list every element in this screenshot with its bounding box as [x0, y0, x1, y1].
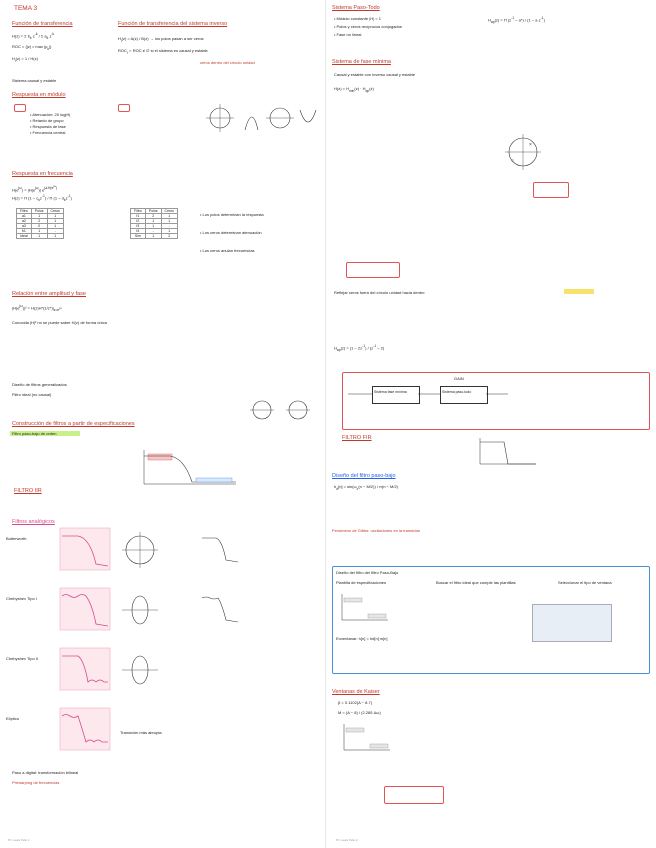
formula-line: Conocida |H|² no se puede saber H(z) de forma única	[12, 320, 107, 325]
formula-line: $ROC_i$ ∩ ROC ≠ ∅ si el sistema es causal y estable	[118, 48, 208, 55]
formula-line: M = (A − 8) / (2.285 Δω)	[338, 710, 381, 715]
formula-line: Transición más abrupta	[120, 730, 162, 735]
table-filters-b: Filtro Polos Ceros f1 2 1 f2 1 1 f3 1 - f4 - 1 Sim 1 2	[130, 208, 178, 239]
note-red: ceros dentro del círculo unidad	[200, 60, 255, 65]
formula-line: $|H(e^{j\omega})|^2 = H(z)H*(1/z*)|_{z=e^{j\omega}}$	[12, 304, 62, 313]
section-all-pass: Sistema Paso-Todo	[332, 5, 380, 11]
svg-text:×: ×	[529, 142, 532, 148]
section-kaiser: Ventanas de Kaiser	[332, 689, 380, 695]
section-iir: FILTRO IIR	[14, 488, 42, 494]
note-red: Prewarping de frecuencias	[12, 780, 60, 785]
spec-plot	[340, 592, 390, 622]
highlight-text: Filtro paso-bajo de orden	[12, 431, 57, 436]
bullet-list: • Retardo de grupo	[30, 118, 64, 123]
bullet-list: • Atenuación: 20 log|H|	[30, 112, 71, 117]
formula-line: ROC = $\{|z| > \max |p_k|\}$	[12, 44, 52, 51]
bullet-list: • Fase no lineal	[334, 32, 362, 37]
min-phase-block-label: Sistema fase mínima	[374, 390, 407, 394]
elliptic-plot	[60, 708, 110, 750]
step-3: Seleccionar el tipo de ventana	[558, 580, 612, 585]
step-2: Buscar el filtro ideal que cumple las plantillas	[436, 580, 516, 585]
bullet-list: • Los polos determinan la respuesta	[200, 212, 264, 217]
bullet-list: • Frecuencia central	[30, 130, 66, 135]
formula-line: Diseño de filtros generalizados	[12, 382, 67, 387]
spec-template-plot	[140, 448, 240, 488]
section-lowpass-design: Diseño del filtro paso-bajo	[332, 473, 396, 479]
cheb1-poles	[120, 590, 160, 630]
label-box	[14, 104, 26, 112]
page-footer: Pr. Laura Tello 2	[336, 838, 358, 842]
formula-line: Paso a digital: transformación bilineal	[12, 770, 79, 775]
butterworth-poles	[120, 530, 160, 570]
zero-pole-circle	[503, 132, 543, 172]
result-box	[533, 182, 569, 198]
formula-line: $H_i(z) = 1 / H(z)$	[12, 56, 38, 63]
section-min-phase: Sistema de fase mínima	[332, 59, 391, 65]
bullet-list: • Los ceros determinan atenuación	[200, 230, 262, 235]
svg-text:○: ○	[511, 158, 515, 164]
section-inverse-system: Función de transferencia del sistema inverso	[118, 21, 228, 27]
formula-line: $h_d[n] = \sin(\omega_c(n - M/2)) / \pi(n - M/2)$	[334, 484, 398, 491]
butterworth-label: Butterworth	[6, 536, 27, 541]
all-pass-block-label: Sistema paso-todo	[442, 390, 472, 394]
result-box	[346, 262, 400, 278]
step-4: Enventanar: h[n] = hd[n]·w[n]	[336, 636, 388, 641]
page-footer: Pr. Laura Tello 1	[8, 838, 30, 842]
cheb1-mini	[200, 594, 240, 624]
formula-line: $H_{ap}(z) = \Pi$ $(z^{-1} - a*) / (1 - a$ $z^{-1}$)	[488, 16, 545, 25]
formula-line: $H_{ap}(z) = (1 - 2z^{-1}) / (z^{-1} - 2)$	[334, 344, 385, 353]
formula-line: $H(z) = H_{min}(z) \cdot H_{ap}(z)$	[334, 86, 374, 93]
section-analog-filters: Filtros analógicos	[12, 519, 55, 525]
bullet-list: • Módulo constante |H| = 1	[334, 16, 381, 21]
label-box	[118, 104, 130, 112]
right-page	[328, 0, 654, 848]
result-box	[384, 786, 444, 804]
unit-circles	[250, 398, 320, 422]
elliptic-label: Elíptico	[6, 716, 20, 721]
page-title: TEMA 3	[14, 5, 38, 12]
cheb2-poles	[120, 650, 160, 690]
section-transfer-function: Función de transferencia	[12, 21, 73, 27]
left-page	[0, 0, 326, 848]
cheb2-plot	[60, 648, 110, 690]
bullet-list: • Polos y ceros recíprocos conjugados	[334, 24, 402, 29]
formula-line: $H(e^{j\omega}) = |H(e^{j\omega})|$ $e^{j\angle H(e^{j\omega})}$	[12, 184, 58, 193]
formula-line: H(z) = Σ $b_k$ $z^{-k}$ / Σ $a_k$ $z^{-k}$	[12, 32, 55, 41]
section-filter-specs: Construcción de filtros a partir de especificaciones	[12, 421, 135, 427]
formula-line: Causal y estable con inverso causal y estable	[334, 72, 415, 77]
formula-line: Reflejar ceros fuera del círculo unidad hacia dentro	[334, 290, 425, 295]
section-fir: FILTRO FIR	[342, 435, 372, 441]
block-arrows	[348, 393, 508, 397]
kaiser-spec-plot	[342, 722, 392, 752]
bullet-list: • Los ceros anulan frecuencias	[200, 248, 255, 253]
section-amplitude-phase: Relación entre amplitud y fase	[12, 291, 86, 297]
formula-line: β = 0.1102(A − 8.7)	[338, 700, 373, 705]
highlight	[564, 289, 594, 294]
note-red: Fenómeno de Gibbs: oscilaciones en la transición	[332, 528, 421, 533]
window-table-image	[532, 604, 612, 642]
step-1: Plantilla de especificaciones	[336, 580, 387, 585]
section-magnitude: Respuesta en módulo	[12, 92, 66, 98]
formula-line: $H_i(z) = A(z) / B(z)$ → los polos pasan a ser ceros	[118, 36, 204, 43]
fir-ideal-plot	[478, 436, 538, 466]
design-title: Diseño del filtro del filtro Paso-Bajo	[336, 570, 399, 575]
zero-pole-plots	[200, 100, 320, 140]
cheb2-label: Chebyshev Tipo II	[6, 656, 39, 661]
butterworth-mini	[200, 534, 240, 564]
bullet-list: • Respuesta de fase	[30, 124, 66, 129]
cheb1-label: Chebyshev Tipo I	[6, 596, 37, 601]
table-filters-a: Filtro Polos Ceros a1 1 1 a2 2 1 a3 0 1 b1 1 - Ideal 1 1	[16, 208, 64, 239]
gain-label: GAIN	[454, 376, 464, 381]
section-frequency-response: Respuesta en frecuencia	[12, 171, 73, 177]
formula-line: H(z) = Π $(1 - c_kz^{-1}) / \Pi$ $(1 - d_kz^{-1})$	[12, 194, 72, 203]
stable-note: Sistema causal y estable	[12, 78, 57, 83]
formula-line: Filtro ideal (no causal)	[12, 392, 52, 397]
cheb1-plot	[60, 588, 110, 630]
butterworth-plot	[60, 528, 110, 570]
